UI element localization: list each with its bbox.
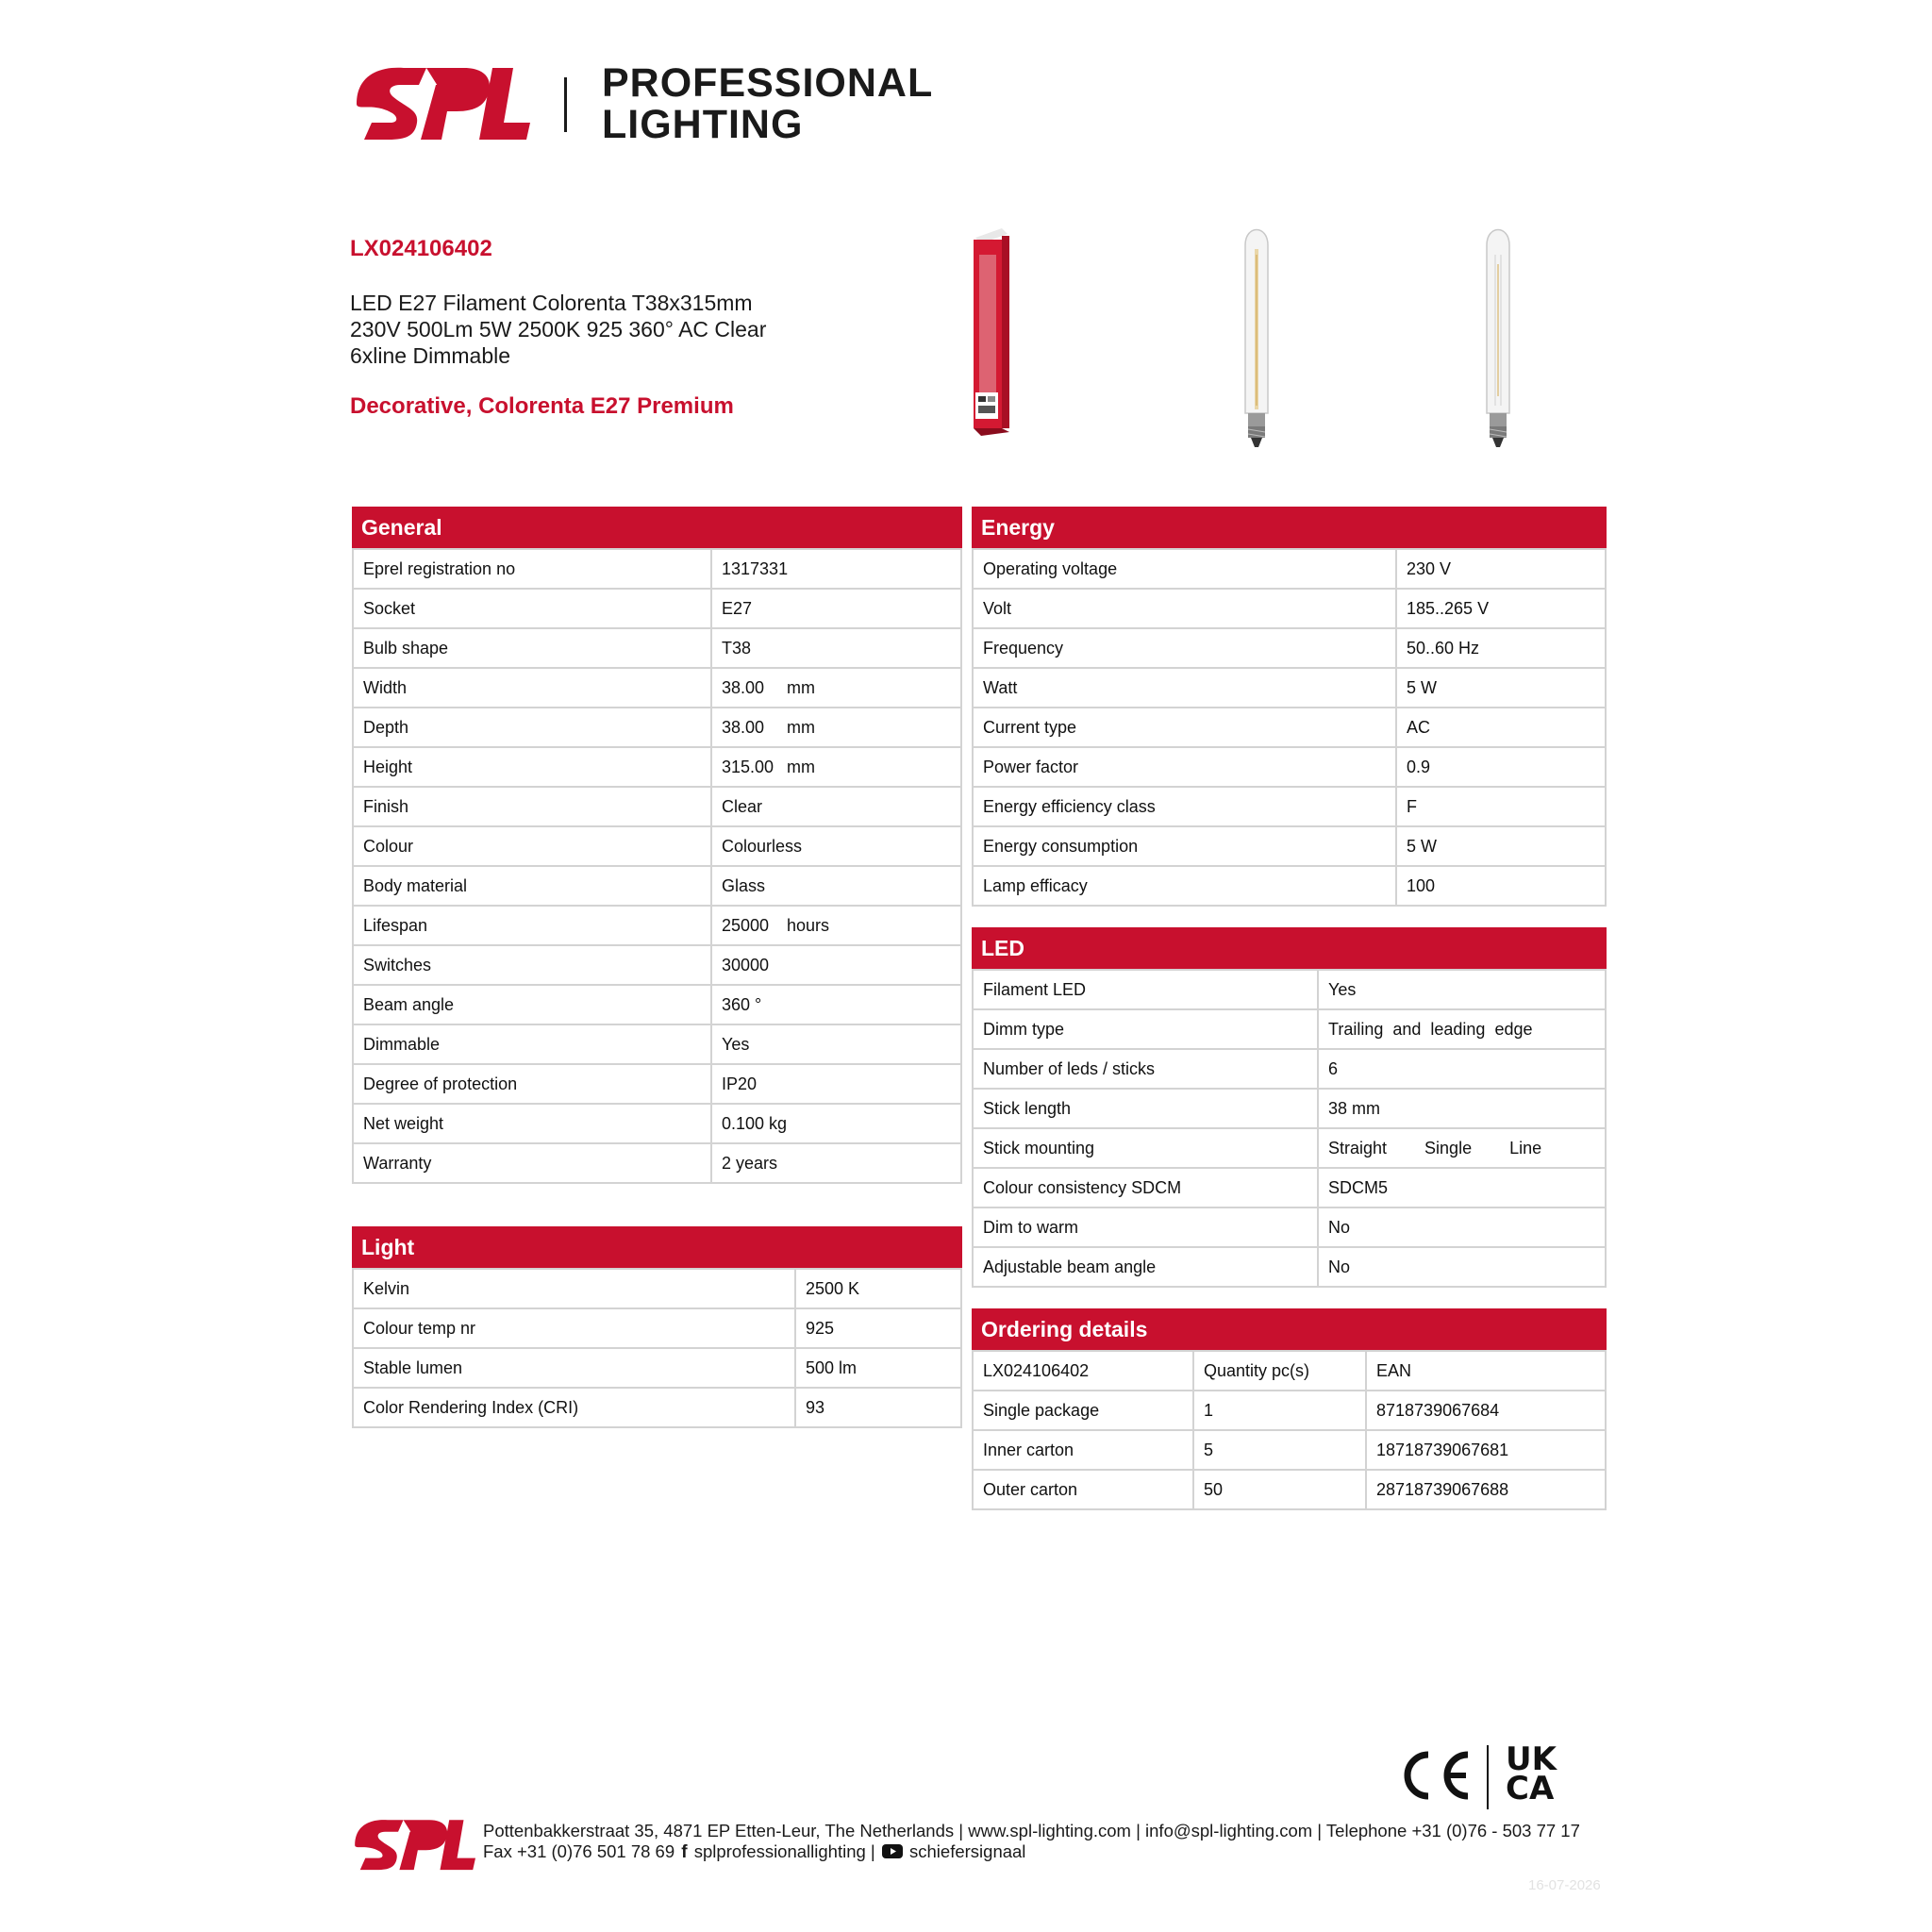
led-row: [973, 1089, 1606, 1128]
energy-table: [972, 548, 1607, 907]
ukca-line-1: UK: [1506, 1740, 1557, 1778]
spec-value: 5 W: [1396, 668, 1606, 708]
bulb-front-image: [1483, 217, 1513, 449]
product-box-image: [970, 226, 1013, 436]
bulb-side-image: [1241, 217, 1272, 449]
spec-label: Net weight: [353, 1104, 711, 1143]
general-row: [353, 1024, 961, 1064]
energy-row: [973, 708, 1606, 747]
spec-value: 2500 K: [795, 1269, 961, 1308]
general-row: [353, 985, 961, 1024]
energy-row: [973, 747, 1606, 787]
spec-value: Yes: [711, 1024, 787, 1064]
spec-value: 0.100 kg: [711, 1104, 787, 1143]
spec-label: Switches: [353, 945, 711, 985]
spec-unit: [787, 866, 961, 906]
spec-value: No: [1318, 1247, 1606, 1287]
light-row: [353, 1388, 961, 1427]
spec-label: Dimmable: [353, 1024, 711, 1064]
spec-value: 30000: [711, 945, 787, 985]
spec-label: Colour: [353, 826, 711, 866]
led-row: [973, 970, 1606, 1009]
certification-divider: [1487, 1745, 1489, 1809]
spec-value: 925: [795, 1308, 961, 1348]
spec-unit: [787, 1064, 961, 1104]
spec-value: 315.00: [711, 747, 787, 787]
brand-line-1: PROFESSIONAL: [602, 60, 934, 106]
spec-unit: [787, 1143, 961, 1183]
light-section: [352, 1226, 962, 1428]
ordering-quantity: 5: [1193, 1430, 1366, 1470]
spec-label: Operating voltage: [973, 549, 1396, 589]
spec-value: 38.00: [711, 708, 787, 747]
description-line: 230V 500Lm 5W 2500K 925 360° AC Clear: [350, 317, 767, 341]
spec-value: T38: [711, 628, 787, 668]
spec-value: 100: [1396, 866, 1606, 906]
spec-value: 25000: [711, 906, 787, 945]
footer-youtube[interactable]: schiefersignaal: [909, 1841, 1026, 1861]
ordering-ean: 18718739067681: [1366, 1430, 1606, 1470]
spec-value: 50..60 Hz: [1396, 628, 1606, 668]
spec-value: Colourless: [711, 826, 787, 866]
spec-value: 6: [1318, 1049, 1606, 1089]
spec-label: Dim to warm: [973, 1208, 1318, 1247]
product-description: [350, 290, 841, 369]
spec-label: Stable lumen: [353, 1348, 795, 1388]
energy-row: [973, 826, 1606, 866]
spec-unit: mm: [787, 747, 961, 787]
spec-label: Degree of protection: [353, 1064, 711, 1104]
general-table: [352, 548, 962, 1184]
spec-value: AC: [1396, 708, 1606, 747]
ordering-package: Inner carton: [973, 1430, 1193, 1470]
footer-contact: [483, 1821, 1580, 1863]
spec-value: No: [1318, 1208, 1606, 1247]
spec-unit: mm: [787, 668, 961, 708]
light-row: [353, 1269, 961, 1308]
facebook-icon[interactable]: f: [681, 1842, 688, 1862]
description-line: 6xline Dimmable: [350, 343, 511, 368]
led-section: [972, 927, 1607, 1288]
general-title: General: [352, 507, 962, 548]
general-section: [352, 507, 962, 1184]
spec-label: Filament LED: [973, 970, 1318, 1009]
spec-value: Trailing and leading edge: [1318, 1009, 1606, 1049]
ce-mark-icon: [1396, 1747, 1474, 1804]
energy-row: [973, 668, 1606, 708]
spec-value: Straight Single Line: [1318, 1128, 1606, 1168]
light-row: [353, 1348, 961, 1388]
ordering-header-ean: EAN: [1366, 1351, 1606, 1391]
light-title: Light: [352, 1226, 962, 1268]
spec-value: IP20: [711, 1064, 787, 1104]
general-row: [353, 1104, 961, 1143]
general-row: [353, 826, 961, 866]
footer-fax: Fax +31 (0)76 501 78 69: [483, 1841, 675, 1861]
spec-value: Yes: [1318, 970, 1606, 1009]
ordering-package: Single package: [973, 1391, 1193, 1430]
spec-value: 360 °: [711, 985, 787, 1024]
spec-label: Colour temp nr: [353, 1308, 795, 1348]
energy-row: [973, 787, 1606, 826]
general-row: [353, 1143, 961, 1183]
spec-unit: [787, 549, 961, 589]
ordering-quantity: 50: [1193, 1470, 1366, 1509]
spec-value: 38 mm: [1318, 1089, 1606, 1128]
spec-unit: [787, 1104, 961, 1143]
spec-label: Stick length: [973, 1089, 1318, 1128]
spec-value: 2 years: [711, 1143, 787, 1183]
spec-label: Socket: [353, 589, 711, 628]
general-row: [353, 549, 961, 589]
spec-label: Beam angle: [353, 985, 711, 1024]
description-line: LED E27 Filament Colorenta T38x315mm: [350, 291, 753, 315]
ukca-mark: [1506, 1740, 1557, 1807]
spec-label: Dimm type: [973, 1009, 1318, 1049]
ordering-row: [973, 1470, 1606, 1509]
spec-value: 5 W: [1396, 826, 1606, 866]
ordering-header-sku: LX024106402: [973, 1351, 1193, 1391]
general-row: [353, 906, 961, 945]
spec-value: 230 V: [1396, 549, 1606, 589]
spec-label: Warranty: [353, 1143, 711, 1183]
general-row: [353, 787, 961, 826]
led-row: [973, 1208, 1606, 1247]
spec-label: Body material: [353, 866, 711, 906]
youtube-icon[interactable]: [882, 1844, 903, 1858]
spec-value: 93: [795, 1388, 961, 1427]
spec-label: Number of leds / sticks: [973, 1049, 1318, 1089]
footer-address: Pottenbakkerstraat 35, 4871 EP Etten-Leur, The Netherlands | www.spl-lighting.com | info@spl-lighting.com | Telephone +31 (0)76 - 503 77 17: [483, 1821, 1580, 1840]
led-row: [973, 1009, 1606, 1049]
spec-unit: [787, 628, 961, 668]
header-divider: [564, 77, 567, 132]
spec-label: Energy efficiency class: [973, 787, 1396, 826]
light-row: [353, 1308, 961, 1348]
spec-label: Depth: [353, 708, 711, 747]
spec-label: Adjustable beam angle: [973, 1247, 1318, 1287]
general-row: [353, 589, 961, 628]
ordering-table: [972, 1350, 1607, 1510]
ordering-header-qty: Quantity pc(s): [1193, 1351, 1366, 1391]
spl-logo: [351, 64, 530, 142]
ordering-title: Ordering details: [972, 1308, 1607, 1350]
energy-row: [973, 866, 1606, 906]
footer-facebook[interactable]: splprofessionallighting |: [693, 1841, 875, 1861]
ordering-package: Outer carton: [973, 1470, 1193, 1509]
energy-section: [972, 507, 1607, 907]
spec-label: Stick mounting: [973, 1128, 1318, 1168]
spec-label: Current type: [973, 708, 1396, 747]
print-date: 16-07-2026: [1528, 1877, 1601, 1893]
general-row: [353, 628, 961, 668]
spec-value: 185..265 V: [1396, 589, 1606, 628]
spec-unit: [787, 589, 961, 628]
spec-unit: [787, 945, 961, 985]
spec-label: Lamp efficacy: [973, 866, 1396, 906]
spec-value: 1317331: [711, 549, 787, 589]
led-row: [973, 1168, 1606, 1208]
led-table: [972, 969, 1607, 1288]
brand-line-2: LIGHTING: [602, 102, 804, 147]
spec-value: E27: [711, 589, 787, 628]
energy-row: [973, 549, 1606, 589]
spec-label: Kelvin: [353, 1269, 795, 1308]
spec-value: 0.9: [1396, 747, 1606, 787]
spec-label: Finish: [353, 787, 711, 826]
spec-label: Height: [353, 747, 711, 787]
spec-unit: mm: [787, 708, 961, 747]
product-sku: LX024106402: [350, 236, 492, 261]
spec-value: F: [1396, 787, 1606, 826]
led-title: LED: [972, 927, 1607, 969]
spec-label: Power factor: [973, 747, 1396, 787]
spec-label: Lifespan: [353, 906, 711, 945]
spec-label: Eprel registration no: [353, 549, 711, 589]
spec-unit: [787, 826, 961, 866]
spec-label: Watt: [973, 668, 1396, 708]
general-row: [353, 708, 961, 747]
ordering-ean: 8718739067684: [1366, 1391, 1606, 1430]
energy-title: Energy: [972, 507, 1607, 548]
light-table: [352, 1268, 962, 1428]
spec-label: Bulb shape: [353, 628, 711, 668]
spec-label: Volt: [973, 589, 1396, 628]
led-row: [973, 1128, 1606, 1168]
general-row: [353, 668, 961, 708]
spec-unit: [787, 985, 961, 1024]
spec-label: Energy consumption: [973, 826, 1396, 866]
spec-label: Color Rendering Index (CRI): [353, 1388, 795, 1427]
brand-name: [602, 62, 933, 145]
product-category: Decorative, Colorenta E27 Premium: [350, 393, 734, 419]
led-row: [973, 1247, 1606, 1287]
spec-label: Frequency: [973, 628, 1396, 668]
ordering-row: [973, 1430, 1606, 1470]
spec-value: 38.00: [711, 668, 787, 708]
spec-value: Glass: [711, 866, 787, 906]
general-row: [353, 747, 961, 787]
spec-label: Colour consistency SDCM: [973, 1168, 1318, 1208]
ordering-ean: 28718739067688: [1366, 1470, 1606, 1509]
ordering-section: [972, 1308, 1607, 1510]
ordering-row: [973, 1391, 1606, 1430]
ukca-line-2: CA: [1506, 1770, 1555, 1807]
footer-spl-logo: [351, 1817, 475, 1872]
spec-label: Width: [353, 668, 711, 708]
spec-unit: [787, 1024, 961, 1064]
spec-value: 500 lm: [795, 1348, 961, 1388]
general-row: [353, 1064, 961, 1104]
energy-row: [973, 628, 1606, 668]
general-row: [353, 866, 961, 906]
spec-value: SDCM5: [1318, 1168, 1606, 1208]
energy-row: [973, 589, 1606, 628]
footer-social-line: [483, 1841, 1580, 1863]
ordering-quantity: 1: [1193, 1391, 1366, 1430]
spec-unit: [787, 787, 961, 826]
ordering-header-row: [973, 1351, 1606, 1391]
led-row: [973, 1049, 1606, 1089]
spec-value: Clear: [711, 787, 787, 826]
spec-unit: hours: [787, 906, 961, 945]
general-row: [353, 945, 961, 985]
